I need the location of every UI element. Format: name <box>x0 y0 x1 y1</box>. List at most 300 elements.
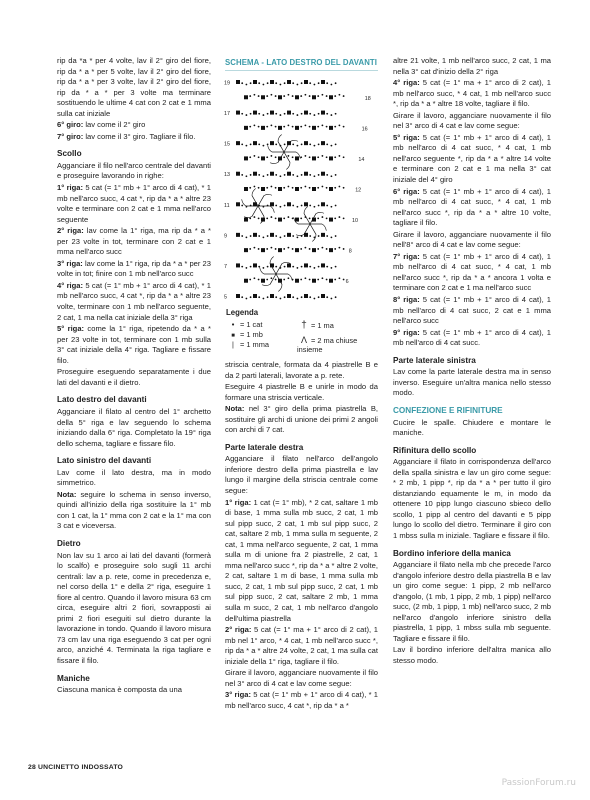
chain-dot <box>334 95 336 97</box>
chain-dot <box>301 266 303 268</box>
chain-dot <box>301 113 303 115</box>
chain-dot <box>241 266 243 268</box>
chain-dot <box>318 266 320 268</box>
chain-dot <box>334 187 336 189</box>
chain-arc <box>286 162 290 169</box>
chain-dot <box>263 298 265 300</box>
chain-dot <box>322 277 324 279</box>
mb-square <box>270 80 274 84</box>
row-number: 18 <box>364 95 371 102</box>
row-number: 10 <box>352 218 358 225</box>
mb-square <box>304 202 308 206</box>
paragraph <box>393 111 551 132</box>
paragraph <box>57 120 211 131</box>
ma-stitch <box>252 206 258 216</box>
chain-dot <box>275 205 277 207</box>
chain-dot <box>249 187 251 189</box>
paragraph <box>393 252 551 294</box>
chain-dot <box>284 113 286 115</box>
paragraph <box>57 468 211 489</box>
chain-dot <box>241 235 243 237</box>
chain-dot <box>326 248 328 250</box>
chain-dot <box>326 82 328 84</box>
chain-dot <box>241 143 243 145</box>
mb-square <box>295 187 299 191</box>
mb-square <box>329 279 333 283</box>
chain-dot <box>318 174 320 176</box>
paragraph-text: Girare il lavoro, agganciare nuovamente il filo nel 3° arco di 4 cat e lav come segue: <box>393 110 551 131</box>
mb-square <box>287 233 291 237</box>
chain-dot <box>266 248 268 250</box>
chain-dot <box>258 187 260 189</box>
mb-square <box>270 111 274 115</box>
chain-dot <box>241 82 243 84</box>
chain-dot <box>309 279 311 281</box>
paragraph-text: 5 cat (= 1° mb + 1° arco di 4 cat), 1 mb nell'arco di 4 cat succ, * 4 cat, 1 mb nell'arco succ *, rip da * a * altre 10 volte, tagliare il filo. <box>393 186 551 228</box>
chain-arc <box>268 145 272 152</box>
chain-dot <box>343 126 345 128</box>
chain-dot <box>314 175 316 177</box>
chain-dot <box>263 145 265 147</box>
legend-item-cat: • = 1 cat <box>226 320 262 329</box>
chain-dot <box>241 296 243 298</box>
mb-square <box>287 202 291 206</box>
chain-dot <box>322 247 324 249</box>
chain-dot <box>254 124 256 126</box>
section-heading: Parte laterale destra <box>225 442 304 452</box>
chain-dot <box>280 84 282 86</box>
text-column-middle <box>225 360 378 713</box>
mb-square <box>278 187 282 191</box>
mb-square <box>244 126 248 130</box>
chain-dot <box>301 82 303 84</box>
chain-dot <box>309 217 311 219</box>
chain-dot <box>322 216 324 218</box>
chain-dot <box>297 175 299 177</box>
legend-item-mma: | = 1 mma <box>226 340 269 349</box>
row-number: 16 <box>361 126 368 133</box>
mb-square <box>329 95 333 99</box>
mb-square <box>236 233 240 237</box>
chain-dot <box>335 266 337 268</box>
chain-arc <box>322 224 326 231</box>
chain-dot <box>288 155 290 157</box>
chain-dot <box>266 217 268 219</box>
mb-square <box>270 202 274 206</box>
mb-square <box>261 248 265 252</box>
chain-dot <box>297 84 299 86</box>
mb-square <box>236 111 240 115</box>
chain-dot <box>309 156 311 158</box>
chain-dot <box>335 205 337 207</box>
chain-dot <box>339 216 341 218</box>
paragraph <box>57 132 211 143</box>
chain-dot <box>322 155 324 157</box>
chain-dot <box>326 217 328 219</box>
mb-square <box>261 279 265 283</box>
chain-arc <box>278 134 282 141</box>
chain-dot <box>300 126 302 128</box>
chain-dot <box>250 82 252 84</box>
chain-dot <box>258 156 260 158</box>
chain-dot <box>309 187 311 189</box>
paragraph <box>393 230 551 251</box>
mb-square <box>295 248 299 252</box>
chain-dot <box>326 174 328 176</box>
chain-dot <box>275 296 277 298</box>
paragraph-text: lav come la 1° riga, ma rip da * a * per 23 volte in tot, terminare con 2 cat e 1 mma nell'arco succ <box>57 226 212 257</box>
chain-dot <box>292 235 294 237</box>
chain-dot <box>241 113 243 115</box>
mb-square <box>236 202 240 206</box>
row-label: Nota: <box>225 404 245 414</box>
chain-dot <box>284 235 286 237</box>
mb-square <box>261 187 265 191</box>
mb-square <box>321 263 325 267</box>
chain-dot <box>292 217 294 219</box>
chain-dot <box>292 126 294 128</box>
mb-square <box>329 248 333 252</box>
mb-square <box>329 187 333 191</box>
section-heading: Scollo <box>57 149 82 159</box>
paragraph-text: lav come il 3° giro. Tagliare il filo. <box>83 131 196 141</box>
chain-dot <box>339 124 341 126</box>
chain-dot <box>271 247 273 249</box>
paragraph-text: Proseguire eseguendo separatamente i due lati del davanti e il dietro. <box>57 367 211 387</box>
paragraph <box>393 295 551 327</box>
mb-square <box>278 126 282 130</box>
paragraph-text: 5 cat (= 1° mb + 1° arco di 4 cat), 1 mb nell'arco di 4 cat succ, 2 cat e 1 mma nell'arco succ <box>393 295 551 326</box>
chain-dot <box>335 174 337 176</box>
paragraph <box>57 685 211 696</box>
mb-square <box>321 294 325 298</box>
chain-dot <box>317 95 319 97</box>
chain-dot <box>292 205 294 207</box>
chain-dot <box>326 95 328 97</box>
crochet-diagram <box>222 74 380 308</box>
chain-dot <box>258 126 260 128</box>
chain-arc <box>262 284 270 285</box>
chain-dot <box>318 143 320 145</box>
mb-square <box>295 126 299 130</box>
mb-square <box>244 248 248 252</box>
decrease-symbol: Ʌ <box>300 335 307 345</box>
chain-dot <box>309 248 311 250</box>
chain-dot <box>249 126 251 128</box>
chain-dot <box>326 126 328 128</box>
mb-square <box>270 294 274 298</box>
row-number: 5 <box>224 294 227 301</box>
chain-dot <box>271 155 273 157</box>
chain-dot <box>339 247 341 249</box>
paragraph-text: Girare il lavoro, agganciare nuovamente il filo nel 3° arco di 4 cat e lav come segue: <box>225 668 378 688</box>
chain-dot <box>309 82 311 84</box>
chain-dot <box>318 82 320 84</box>
chain-dot <box>246 114 248 116</box>
chain-dot <box>343 217 345 219</box>
chain-dot <box>258 113 260 115</box>
chain-dot <box>309 235 311 237</box>
mb-square <box>244 187 248 191</box>
paragraph <box>393 78 551 110</box>
chain-dot <box>339 155 341 157</box>
chain-dot <box>275 174 277 176</box>
legend <box>225 308 378 360</box>
chain-dot <box>266 95 268 97</box>
chain-dot <box>297 236 299 238</box>
chain-dot <box>267 296 269 298</box>
text-column-right <box>393 56 551 668</box>
chain-arc <box>244 216 252 217</box>
ma-stitch <box>258 196 264 206</box>
chain-dot <box>284 296 286 298</box>
mb-square <box>312 126 316 130</box>
row-label: 5° riga: <box>57 324 85 334</box>
legend-item-2ma: Ʌ = 2 ma chiuse insieme <box>297 335 358 354</box>
chain-arc <box>252 188 256 195</box>
chain-dot <box>283 217 285 219</box>
chain-dot <box>309 205 311 207</box>
mb-square <box>312 156 316 160</box>
chain-dot <box>331 236 333 238</box>
chain-dot <box>263 114 265 116</box>
row-label: 2° riga: <box>57 226 84 236</box>
chain-dot <box>258 217 260 219</box>
chain-dot <box>326 187 328 189</box>
chain-dot <box>317 248 319 250</box>
chain-dot <box>297 145 299 147</box>
chain-dot <box>258 235 260 237</box>
chain-dot <box>326 266 328 268</box>
chain-dot <box>254 277 256 279</box>
chain-dot <box>266 156 268 158</box>
paragraph-text: 5 cat (= 1° mb + 1° arco di 4 cat), 1 mb nell'arco di 4 cat succ, * 4 cat, 1 mb nell'arco succ *, rip da * a * ancora 1 volta e terminare con 2 cat e 1 ma nell'arco succ <box>393 251 551 293</box>
page-footer: 28 UNCINETTO INDOSSATO <box>28 764 124 771</box>
mb-square <box>278 218 282 222</box>
chain-dot <box>322 124 324 126</box>
chain-dot <box>339 94 341 96</box>
chain-dot <box>249 279 251 281</box>
paragraph <box>57 324 211 366</box>
mb-square <box>278 95 282 99</box>
chain-dot <box>326 156 328 158</box>
chain-dot <box>305 94 307 96</box>
chain-dot <box>301 143 303 145</box>
row-label: 2° riga: <box>225 625 252 635</box>
chain-dot <box>318 235 320 237</box>
paragraph-text: Ciascuna manica è composta da una <box>57 685 182 695</box>
mb-square <box>312 95 316 99</box>
chain-dot <box>254 94 256 96</box>
schema-title-rule <box>225 70 378 71</box>
chain-arc <box>270 206 274 213</box>
chain-arc <box>264 194 272 195</box>
paragraph-text: lav come il 2° giro <box>83 120 146 130</box>
section-heading: Lato destro del davanti <box>57 395 147 405</box>
paragraph-text: Eseguire 4 piastrelle B e unirle in modo da formare una striscia verticale. <box>225 382 378 402</box>
chain-dot <box>267 174 269 176</box>
chain-dot <box>335 235 337 237</box>
chain-arc <box>278 284 282 291</box>
chain-dot <box>284 143 286 145</box>
row-label: 6° giro: <box>57 120 84 130</box>
chain-dot <box>322 94 324 96</box>
mb-square <box>321 202 325 206</box>
chain-dot <box>343 156 345 158</box>
paragraph <box>225 498 378 625</box>
chain-dot <box>249 95 251 97</box>
chain-arc <box>316 212 324 213</box>
paragraph-text: Cucire le spalle. Chiudere e montare le maniche. <box>393 417 551 438</box>
chain-dot <box>292 156 294 158</box>
mb-square <box>312 279 316 283</box>
paragraph <box>393 56 551 77</box>
mb-square <box>261 156 265 160</box>
chain-dot <box>246 236 248 238</box>
section-heading: Maniche <box>57 673 90 683</box>
chain-dot <box>266 126 268 128</box>
row-number: 7 <box>224 263 227 270</box>
chain-dot <box>292 187 294 189</box>
chain-dot <box>280 206 282 208</box>
chain-dot <box>331 267 333 269</box>
chain-dot <box>283 187 285 189</box>
chain-dot <box>267 143 269 145</box>
mb-square <box>236 172 240 176</box>
chain-dot <box>339 186 341 188</box>
mb-square <box>261 126 265 130</box>
paragraph <box>393 457 551 541</box>
paragraph <box>225 625 378 667</box>
chain-dot <box>241 174 243 176</box>
chain-dot <box>305 186 307 188</box>
chain-dot <box>314 114 316 116</box>
paragraph-text: Lav come la parte laterale destra ma in senso inverso. Eseguire un'altra manica nello stesso modo. <box>393 367 551 398</box>
paragraph <box>57 259 211 280</box>
paragraph <box>57 183 211 225</box>
row-label: 7° riga: <box>393 251 420 261</box>
chain-dot <box>271 277 273 279</box>
chain-arc <box>304 206 308 213</box>
chain-dot <box>275 235 277 237</box>
chain-dot <box>334 156 336 158</box>
paragraph-text: 5 cat (= 1° mb + 1° arco di 4 cat), * 1 mb nell'arco succ, 4 cat *, rip da * a * <box>225 690 378 710</box>
row-label: 3° riga: <box>225 690 251 700</box>
chain-dot <box>288 247 290 249</box>
chain-dot <box>275 126 277 128</box>
row-number: 19 <box>224 80 230 87</box>
mb-square <box>253 263 257 267</box>
mb-square <box>304 172 308 176</box>
chain-dot <box>314 267 316 269</box>
chain-dot <box>292 248 294 250</box>
chain-dot <box>267 82 269 84</box>
chain-dot <box>300 217 302 219</box>
schema-title: SCHEMA - LATO DESTRO DEL DAVANTI <box>225 58 378 67</box>
chain-dot <box>263 267 265 269</box>
paragraph-text: Non lav su 1 arco ai lati del davanti (formerà lo scalfo) e proseguire solo sugli 11 archi centrali: lav a p. rete, come in precedenza e, nel corso della 1° e della 2° riga, eseguire 1 fiore al centro. Quando il lavoro misura 63 cm circa, eseguire altri 2 fiori, sovrapposti ai primi 2 fiori eseguiti sul dietro durante la lavorazione in tondo. Quando il lavoro misura 73 cm lav una riga eseguendo 3 cat per ogni arco, anziché 4. Terminata la riga tagliare e fissare il filo. <box>57 550 211 665</box>
chain-dot <box>250 235 252 237</box>
ma-stitch <box>310 224 316 234</box>
ma-stitch <box>304 224 310 234</box>
chain-dot <box>301 205 303 207</box>
chain-dot <box>267 235 269 237</box>
mb-square <box>329 218 333 222</box>
chain-dot <box>258 248 260 250</box>
chain-dot <box>292 174 294 176</box>
paragraph-text: Lav come il lato destra, ma in modo simmetrico. <box>57 467 211 488</box>
chain-dot <box>250 143 252 145</box>
chain-dot <box>258 82 260 84</box>
chain-dot <box>314 206 316 208</box>
chain-dot <box>241 205 243 207</box>
chain-dot <box>254 155 256 157</box>
paragraph <box>393 367 551 399</box>
section-heading: Rifinitura dello scollo <box>393 445 477 455</box>
row-label: Nota: <box>57 489 77 499</box>
paragraph <box>393 133 551 186</box>
legend-title: Legenda <box>226 308 259 317</box>
paragraph-text: 1 cat (= 1° mb), * 2 cat, saltare 1 mb di base, 1 mma sulla mb succ, 2 cat, 1 mb sul pipp succ, 2 cat, 1 mb sul pipp succ, 2 cat, saltare 2 mb, 1 mma sulla m seguente, 2 cat, 1 mma nell'arco seguente, 2 cat, 1 mma sulla m di unione fra 2 piastrelle, 2 cat, 1 mma nell'arco succ *, rip da * a * altre 2 volte, 2 cat, saltare 1 m di base, 1 mma sulla mb succ, 2 cat, 1 mb sul pipp succ, 2 cat, 1 mb sul pipp succ, 2 cat, saltare 2 mb, 1 mma sulla m succ, 2 cat, 1 mb nell'arco d'angolo dell'ultima piastrella <box>225 497 378 623</box>
chain-dot <box>297 206 299 208</box>
chain-dot <box>275 187 277 189</box>
mb-square <box>253 233 257 237</box>
paragraph-text: Agganciare il filato nella mb che precede l'arco d'angolo inferiore destro della piastrella B e lav un giro come segue: 1 pipp, 2 mb nell'arco d'angolo, (1 mb, 1 pipp, 2 mb, 1 pipp) nell'arco succ, (2 mb, 1 pipp, 1 mb) nell'arco succ, 2 mb nell'arco d'angolo inferiore sinistro della piastrella, 1 pipp, 1 mbss sulla mb seguente. Tagliare e fissare il filo. <box>393 560 551 643</box>
paragraph-text: 5 cat (= 1° ma + 1° arco di 2 cat), 1 mb nel 1° arco, * 4 cat, 1 mb nell'arco succ *, rip da * a * altre 24 volte, 2 cat, 1 ma sulla cat iniziale della 1° riga, tagliare il filo. <box>225 625 378 666</box>
mb-square <box>287 80 291 84</box>
chain-dot <box>300 187 302 189</box>
chain-dot <box>331 114 333 116</box>
chain-dot <box>300 95 302 97</box>
chain-dot <box>266 279 268 281</box>
chain-dot <box>288 277 290 279</box>
chain-dot <box>258 296 260 298</box>
row-label: 1° riga: <box>225 497 252 507</box>
single-crochet-symbol: ■ <box>231 333 235 339</box>
mb-square <box>321 141 325 145</box>
chain-dot <box>343 95 345 97</box>
mb-square <box>236 80 240 84</box>
chain-dot <box>343 187 345 189</box>
chain-dot <box>297 114 299 116</box>
row-label: 8° riga: <box>393 295 420 305</box>
chain-dot <box>271 124 273 126</box>
chain-dot <box>284 205 286 207</box>
paragraph <box>225 382 378 403</box>
row-label: 7° giro: <box>57 131 84 141</box>
paragraph <box>225 404 378 436</box>
chain-dot <box>280 298 282 300</box>
chain-dot <box>288 124 290 126</box>
mb-square <box>244 95 248 99</box>
paragraph-text: 5 cat (= 1° mb + 1° arco di 4 cat), 1 mb nell'arco di 4 cat succ, * 4 cat, 1 mb nell'arco seguente *, rip da * a * altre 14 volte e terminare con 2 cat e 1 ma nella 3° cat iniziale del 4° giro <box>393 132 551 185</box>
chain-dot <box>284 82 286 84</box>
chain-dot <box>288 94 290 96</box>
row-number: 9 <box>224 233 227 240</box>
chain-dot <box>305 124 307 126</box>
paragraph-text: Girare il lavoro, agganciare nuovamente il filo nell'8° arco di 4 cat e lav come segue: <box>393 229 551 250</box>
chain-dot <box>331 145 333 147</box>
chain-dot <box>297 298 299 300</box>
section-heading: Parte laterale sinistra <box>393 355 476 365</box>
chain-dot <box>292 296 294 298</box>
chain-dot <box>263 236 265 238</box>
paragraph <box>57 226 211 258</box>
chain-dot <box>300 279 302 281</box>
chain-arc <box>270 256 274 263</box>
mb-square <box>278 248 282 252</box>
mb-square <box>236 294 240 298</box>
